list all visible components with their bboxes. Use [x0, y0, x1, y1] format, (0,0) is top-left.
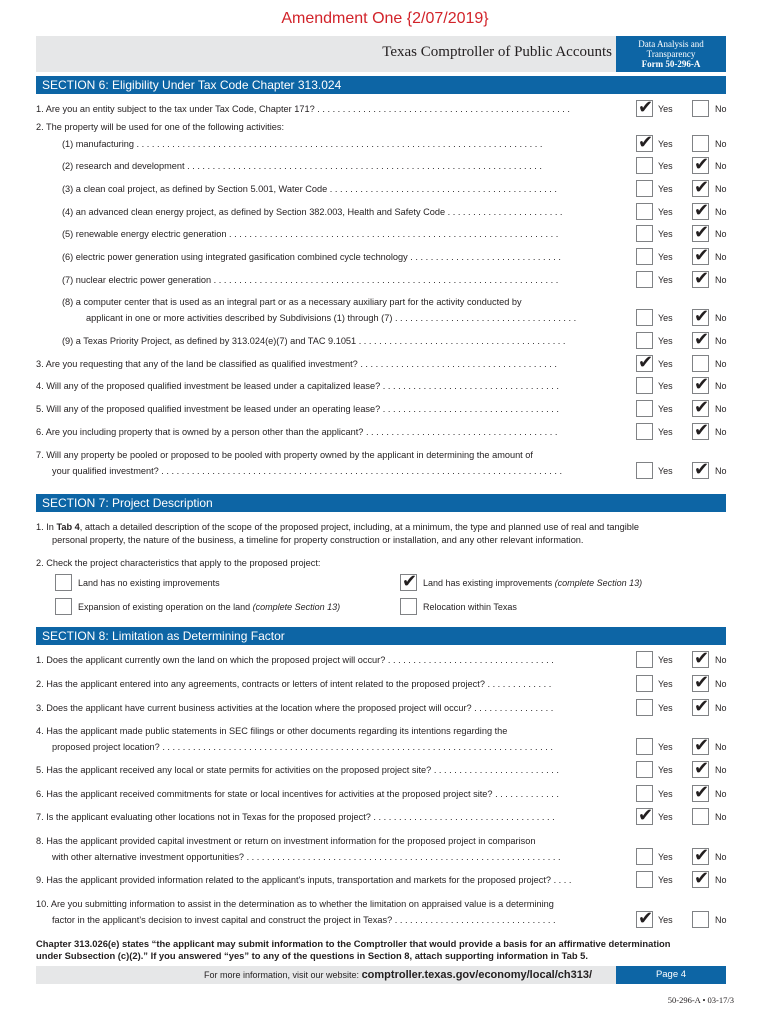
no-checkbox[interactable]	[692, 100, 709, 117]
no-checkbox[interactable]	[692, 332, 709, 349]
no-checkbox[interactable]	[692, 157, 709, 174]
yes-label: Yes	[658, 875, 673, 885]
no-checkbox[interactable]	[692, 355, 709, 372]
no-label: No	[715, 139, 727, 149]
yes-label: Yes	[658, 655, 673, 665]
section-6-question-text: 3. Are you requesting that any of the land be classified as qualified investment? . . . . . . . . . . . . . . . . . . . . . . . . . . . . . . . . . . . . . . .	[36, 359, 557, 369]
section-8-question-text-cont: with other alternative investment opportunities? . . . . . . . . . . . . . . . . . . . . . . . . . . . . . . . . . . . . . . . . . . . . . . . . . . . . . . . . . . . . . .	[52, 852, 561, 862]
yes-label: Yes	[658, 679, 673, 689]
section-7-item-1: 1. In Tab 4, attach a detailed description of the scope of the proposed project, including, at a minimum, the type and planned use of real and tangible personal property, the nature of the business, a timeline for property construction or installation, and any other relevant information.	[36, 522, 640, 545]
yes-checkbox[interactable]	[636, 911, 653, 928]
yes-label: Yes	[658, 359, 673, 369]
yes-checkbox[interactable]	[636, 462, 653, 479]
no-checkbox[interactable]	[692, 738, 709, 755]
agency-name: Texas Comptroller of Public Accounts	[382, 44, 612, 60]
no-label: No	[715, 812, 727, 822]
section-6-question-text: (7) nuclear electric power generation . . . . . . . . . . . . . . . . . . . . . . . . . . . . . . . . . . . . . . . . . . . . . . . . . . . . . . . . . . . . . . . . . . . .	[62, 275, 559, 285]
yes-label: Yes	[658, 104, 673, 114]
no-checkbox[interactable]	[692, 699, 709, 716]
no-checkbox[interactable]	[692, 248, 709, 265]
yes-label: Yes	[658, 466, 673, 476]
no-label: No	[715, 655, 727, 665]
no-checkbox[interactable]	[692, 911, 709, 928]
section-6-question-text: (1) manufacturing . . . . . . . . . . . . . . . . . . . . . . . . . . . . . . . . . . . . . . . . . . . . . . . . . . . . . . . . . . . . . . . . . . . . . . . . . . . . . . . .	[62, 139, 543, 149]
yes-label: Yes	[658, 161, 673, 171]
section-8-question-text: 7. Is the applicant evaluating other locations not in Texas for the proposed project? . . . . . . . . . . . . . . . . . . . . . . . . . . . . . . . . . . . .	[36, 812, 555, 822]
no-label: No	[715, 427, 727, 437]
no-label: No	[715, 104, 727, 114]
page-number: Page 4	[616, 966, 726, 984]
form-number: Form 50-296-A	[641, 59, 701, 69]
no-label: No	[715, 875, 727, 885]
no-label: No	[715, 381, 727, 391]
yes-checkbox[interactable]	[636, 157, 653, 174]
section-8-question-text: 4. Has the applicant made public statements in SEC filings or other documents regarding its intentions regarding the	[36, 726, 508, 736]
section-8-question-text: 10. Are you submitting information to assist in the determination as to whether the limitation on appraised value is a determining	[36, 899, 554, 909]
section-6-question-text: 6. Are you including property that is owned by a person other than the applicant? . . . . . . . . . . . . . . . . . . . . . . . . . . . . . . . . . . . . . .	[36, 427, 558, 437]
yes-label: Yes	[658, 852, 673, 862]
no-label: No	[715, 915, 727, 925]
no-checkbox[interactable]	[692, 675, 709, 692]
amendment-note: Amendment One {2/07/2019}	[281, 10, 489, 27]
no-checkbox[interactable]	[692, 423, 709, 440]
yes-label: Yes	[658, 765, 673, 775]
section-6-question-text: (9) a Texas Priority Project, as defined by 313.024(e)(7) and TAC 9.1051 . . . . . . . . . . . . . . . . . . . . . . . . . . . . . . . . . . . . . . . . .	[62, 336, 566, 346]
section-8-question-text: 1. Does the applicant currently own the land on which the proposed project will occur? . . . . . . . . . . . . . . . . . . . . . . . . . . . . . . . . .	[36, 655, 554, 665]
yes-checkbox[interactable]	[636, 400, 653, 417]
yes-label: Yes	[658, 789, 673, 799]
yes-label: Yes	[658, 703, 673, 713]
yes-checkbox[interactable]	[636, 808, 653, 825]
yes-label: Yes	[658, 139, 673, 149]
yes-label: Yes	[658, 252, 673, 262]
project-characteristic-checkbox[interactable]	[400, 574, 417, 591]
yes-checkbox[interactable]	[636, 651, 653, 668]
no-label: No	[715, 679, 727, 689]
no-checkbox[interactable]	[692, 871, 709, 888]
section-6-question-text: 4. Will any of the proposed qualified investment be leased under a capitalized lease? . . . . . . . . . . . . . . . . . . . . . . . . . . . . . . . . . . .	[36, 381, 559, 391]
section-8-question-text: 2. Has the applicant entered into any agreements, contracts or letters of intent related to the proposed project? . . . . . . . . . . . . .	[36, 679, 552, 689]
section-6-title: SECTION 6: Eligibility Under Tax Code Chapter 313.024	[36, 76, 726, 94]
no-label: No	[715, 359, 727, 369]
yes-label: Yes	[658, 915, 673, 925]
yes-label: Yes	[658, 275, 673, 285]
yes-label: Yes	[658, 184, 673, 194]
yes-checkbox[interactable]	[636, 203, 653, 220]
yes-label: Yes	[658, 742, 673, 752]
no-label: No	[715, 789, 727, 799]
no-label: No	[715, 207, 727, 217]
no-checkbox[interactable]	[692, 309, 709, 326]
yes-checkbox[interactable]	[636, 309, 653, 326]
footer-text: For more information, visit our website: comptroller.texas.gov/economy/local/ch313/	[204, 969, 593, 981]
section-6-question-text-cont: applicant in one or more activities described by Subdivisions (1) through (7) . . . . . . . . . . . . . . . . . . . . . . . . . . . . . . . . . . . .	[86, 313, 577, 323]
no-label: No	[715, 313, 727, 323]
section-6-question-text: 1. Are you an entity subject to the tax under Tax Code, Chapter 171? . . . . . . . . . . . . . . . . . . . . . . . . . . . . . . . . . . . . . . . . . . . . . . . . . .	[36, 104, 570, 114]
yes-checkbox[interactable]	[636, 699, 653, 716]
no-checkbox[interactable]	[692, 135, 709, 152]
yes-checkbox[interactable]	[636, 377, 653, 394]
section-6-question-text: (8) a computer center that is used as an integral part or as a necessary auxiliary part for the activity conducted by	[62, 297, 522, 307]
yes-checkbox[interactable]	[636, 423, 653, 440]
section-8-question-text: 8. Has the applicant provided capital investment or return on investment information for the proposed project in comparison	[36, 836, 536, 846]
yes-checkbox[interactable]	[636, 135, 653, 152]
no-label: No	[715, 229, 727, 239]
project-characteristic-checkbox[interactable]	[400, 598, 417, 615]
yes-checkbox[interactable]	[636, 871, 653, 888]
section-8-title: SECTION 8: Limitation as Determining Factor	[36, 627, 726, 645]
no-checkbox[interactable]	[692, 761, 709, 778]
yes-label: Yes	[658, 812, 673, 822]
yes-checkbox[interactable]	[636, 785, 653, 802]
statute-note: Chapter 313.026(e) states “the applicant may submit information to the Comptroller that would provide a basis for an affirmative determination under Subsection (c)(2).” If you answered “yes” to any of the questions in Section 8, attach supporting information in Tab 5.	[36, 938, 671, 961]
no-label: No	[715, 275, 727, 285]
no-checkbox[interactable]	[692, 225, 709, 242]
no-checkbox[interactable]	[692, 785, 709, 802]
page-footer	[36, 966, 726, 984]
no-checkbox[interactable]	[692, 400, 709, 417]
yes-checkbox[interactable]	[636, 738, 653, 755]
no-label: No	[715, 466, 727, 476]
yes-label: Yes	[658, 427, 673, 437]
yes-checkbox[interactable]	[636, 271, 653, 288]
division-line-1: Data Analysis and	[638, 39, 704, 49]
yes-label: Yes	[658, 404, 673, 414]
no-checkbox[interactable]	[692, 651, 709, 668]
yes-checkbox[interactable]	[636, 761, 653, 778]
section-8-question-text: 9. Has the applicant provided information related to the applicant's inputs, transportation and markets for the proposed project? . . . .	[36, 875, 572, 885]
no-checkbox[interactable]	[692, 180, 709, 197]
no-label: No	[715, 852, 727, 862]
yes-checkbox[interactable]	[636, 225, 653, 242]
yes-checkbox[interactable]	[636, 100, 653, 117]
no-label: No	[715, 252, 727, 262]
yes-label: Yes	[658, 229, 673, 239]
yes-label: Yes	[658, 381, 673, 391]
section-8-question-text-cont: proposed project location? . . . . . . . . . . . . . . . . . . . . . . . . . . . . . . . . . . . . . . . . . . . . . . . . . . . . . . . . . . . . . . . . . . . . . . . . . . . . .	[52, 742, 553, 752]
yes-checkbox[interactable]	[636, 248, 653, 265]
project-characteristic-checkbox[interactable]	[55, 598, 72, 615]
form-header	[36, 36, 726, 72]
no-checkbox[interactable]	[692, 462, 709, 479]
yes-checkbox[interactable]	[636, 332, 653, 349]
section-6-question-text-cont: your qualified investment? . . . . . . . . . . . . . . . . . . . . . . . . . . . . . . . . . . . . . . . . . . . . . . . . . . . . . . . . . . . . . . . . . . . . . . . . . . . . . . .	[52, 466, 563, 476]
section-8-question-text: 5. Has the applicant received any local or state permits for activities on the proposed project site? . . . . . . . . . . . . . . . . . . . . . . . . .	[36, 765, 559, 775]
division-line-2: Transparency	[646, 49, 696, 59]
section-6-question-text: 7. Will any property be pooled or proposed to be pooled with property owned by the applicant in determining the amount of	[36, 450, 533, 460]
yes-checkbox[interactable]	[636, 848, 653, 865]
no-label: No	[715, 703, 727, 713]
section-6-question-text: 5. Will any of the proposed qualified investment be leased under an operating lease? . . . . . . . . . . . . . . . . . . . . . . . . . . . . . . . . . . .	[36, 404, 559, 414]
section-8-question-text: 3. Does the applicant have current business activities at the location where the proposed project will occur? . . . . . . . . . . . . . . . .	[36, 703, 554, 713]
no-label: No	[715, 742, 727, 752]
no-label: No	[715, 336, 727, 346]
no-label: No	[715, 765, 727, 775]
section-8-question-text: 6. Has the applicant received commitments for state or local incentives for activities at the proposed project site? . . . . . . . . . . . . .	[36, 789, 559, 799]
section-6-question-text: (6) electric power generation using integrated gasification combined cycle technology . . . . . . . . . . . . . . . . . . . . . . . . . . . . . .	[62, 252, 561, 262]
section-6-question-text: (5) renewable energy electric generation . . . . . . . . . . . . . . . . . . . . . . . . . . . . . . . . . . . . . . . . . . . . . . . . . . . . . . . . . . . . . . . . .	[62, 229, 559, 239]
yes-label: Yes	[658, 336, 673, 346]
no-checkbox[interactable]	[692, 203, 709, 220]
project-characteristic-label: Expansion of existing operation on the land (complete Section 13)	[78, 602, 341, 612]
project-characteristic-label: Land has existing improvements (complete Section 13)	[423, 578, 643, 588]
section-6-question-text: (4) an advanced clean energy project, as defined by Section 382.003, Health and Safety Code . . . . . . . . . . . . . . . . . . . . . . .	[62, 207, 563, 217]
project-characteristic-checkbox[interactable]	[55, 574, 72, 591]
section-7-item-2: 2. Check the project characteristics that apply to the proposed project:	[36, 558, 321, 568]
yes-checkbox[interactable]	[636, 180, 653, 197]
form-id-box	[616, 36, 726, 72]
yes-label: Yes	[658, 313, 673, 323]
section-7-title: SECTION 7: Project Description	[36, 494, 726, 512]
yes-label: Yes	[658, 207, 673, 217]
section-6-question-2-intro: 2. The property will be used for one of the following activities:	[36, 122, 285, 132]
section-8-question-text-cont: factor in the applicant's decision to invest capital and construct the project in Texas? . . . . . . . . . . . . . . . . . . . . . . . . . . . . . . . .	[52, 915, 556, 925]
form-code: 50-296-A • 03-17/3	[667, 995, 734, 1005]
project-characteristic-label: Land has no existing improvements	[78, 578, 220, 588]
project-characteristic-label: Relocation within Texas	[423, 602, 517, 612]
no-checkbox[interactable]	[692, 271, 709, 288]
yes-checkbox[interactable]	[636, 675, 653, 692]
website-link[interactable]: comptroller.texas.gov/economy/local/ch313/	[361, 969, 593, 981]
no-checkbox[interactable]	[692, 377, 709, 394]
no-label: No	[715, 161, 727, 171]
no-label: No	[715, 184, 727, 194]
no-checkbox[interactable]	[692, 848, 709, 865]
no-label: No	[715, 404, 727, 414]
no-checkbox[interactable]	[692, 808, 709, 825]
section-6-question-text: (3) a clean coal project, as defined by Section 5.001, Water Code . . . . . . . . . . . . . . . . . . . . . . . . . . . . . . . . . . . . . . . . . . . . .	[62, 184, 557, 194]
yes-checkbox[interactable]	[636, 355, 653, 372]
section-6-question-text: (2) research and development . . . . . . . . . . . . . . . . . . . . . . . . . . . . . . . . . . . . . . . . . . . . . . . . . . . . . . . . . . . . . . . . . . . . . .	[62, 161, 542, 171]
